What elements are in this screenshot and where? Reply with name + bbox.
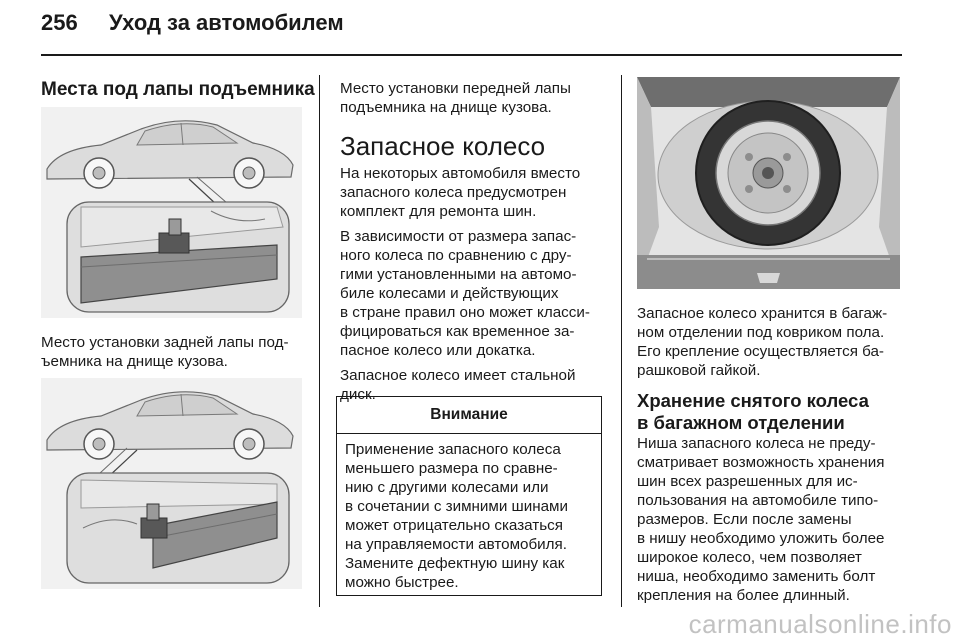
- warning-title: Внимание: [337, 397, 601, 434]
- spare-wheel-paragraph-2: [340, 227, 610, 360]
- text-line: запасного колеса предусмотрен: [340, 184, 567, 201]
- text-line: На некоторых автомобиля вместо: [340, 165, 581, 182]
- spare-wheel-trunk-photo: [637, 77, 900, 289]
- text-line: пользования на автомобиле типо-: [637, 492, 879, 509]
- text-line: Ниша запасного колеса не преду-: [637, 435, 876, 452]
- text-line: Его крепление осуществляется ба-: [637, 343, 884, 360]
- text-line: широкое колесо, чем позволяет: [637, 549, 862, 566]
- text-line: ном отделении под ковриком пола.: [637, 324, 885, 341]
- text-line: можно быстрее.: [345, 574, 459, 591]
- warning-body: [337, 434, 601, 592]
- text-line: комплект для ремонта шин.: [340, 203, 537, 220]
- column-divider-left: [319, 75, 320, 607]
- spare-wheel-paragraph-1: [340, 164, 610, 221]
- text-line: в сочетании с зимними шинами: [345, 498, 568, 515]
- text-line: Замените дефектную шину как: [345, 555, 565, 572]
- storage-subheading: [637, 390, 907, 434]
- column-divider-right: [621, 75, 622, 607]
- subheading-line: в багажном отделении: [637, 412, 845, 433]
- text-line: гими установленными на автомо-: [340, 266, 577, 283]
- storage-paragraph: [637, 434, 907, 605]
- text-line: меньшего размера по сравне-: [345, 460, 558, 477]
- text-line: В зависимости от размера запас-: [340, 228, 577, 245]
- warning-box: [336, 396, 602, 596]
- front-lift-caption-line-2: подъемника на днище кузова.: [340, 99, 552, 116]
- watermark: carmanualsonline.info: [688, 609, 952, 639]
- spare-wheel-storage-paragraph: [637, 304, 907, 380]
- text-line: Запасное колесо хранится в багаж-: [637, 305, 888, 322]
- page-title: Уход за автомобилем: [109, 10, 344, 35]
- text-line: крепления на более длинный.: [637, 587, 850, 604]
- text-line: на управляемости автомобиля.: [345, 536, 567, 553]
- text-line: нию с другими колесами или: [345, 479, 549, 496]
- text-line: ниша, необходимо заменить болт: [637, 568, 876, 585]
- rear-lift-point-illustration: [41, 107, 302, 318]
- text-line: диск.: [340, 386, 376, 403]
- text-line: размеров. Если после замены: [637, 511, 852, 528]
- middle-column: [340, 79, 610, 404]
- rear-lift-caption-line-1: Место установки задней лапы под-: [41, 334, 289, 351]
- text-line: Запасное колесо имеет стальной: [340, 367, 576, 384]
- text-line: пасное колесо или докатка.: [340, 342, 536, 359]
- text-line: рашковой гайкой.: [637, 362, 761, 379]
- front-lift-point-illustration: [41, 378, 302, 589]
- text-line: Применение запасного колеса: [345, 441, 561, 458]
- text-line: может отрицательно сказаться: [345, 517, 563, 534]
- text-line: в нишу необходимо уложить более: [637, 530, 885, 547]
- text-line: шин всех разрешенных для ис-: [637, 473, 858, 490]
- text-line: сматривает возможность хранения: [637, 454, 885, 471]
- text-line: в стране правил оно может класси-: [340, 304, 590, 321]
- rear-lift-caption-line-2: ъемника на днище кузова.: [41, 353, 228, 370]
- front-lift-caption-line-1: Место установки передней лапы: [340, 80, 571, 97]
- page-number: 256: [41, 10, 78, 35]
- text-line: фицироваться как временное за-: [340, 323, 575, 340]
- lift-points-heading: Места под лапы подъемника: [41, 79, 315, 100]
- text-line: ного колеса по сравнению с дру-: [340, 247, 572, 264]
- right-column-text: [637, 304, 907, 605]
- header-rule: [41, 54, 902, 56]
- subheading-line: Хранение снятого колеса: [637, 390, 869, 411]
- spare-wheel-heading: Запасное колесо: [340, 131, 546, 161]
- text-line: биле колесами и действующих: [340, 285, 559, 302]
